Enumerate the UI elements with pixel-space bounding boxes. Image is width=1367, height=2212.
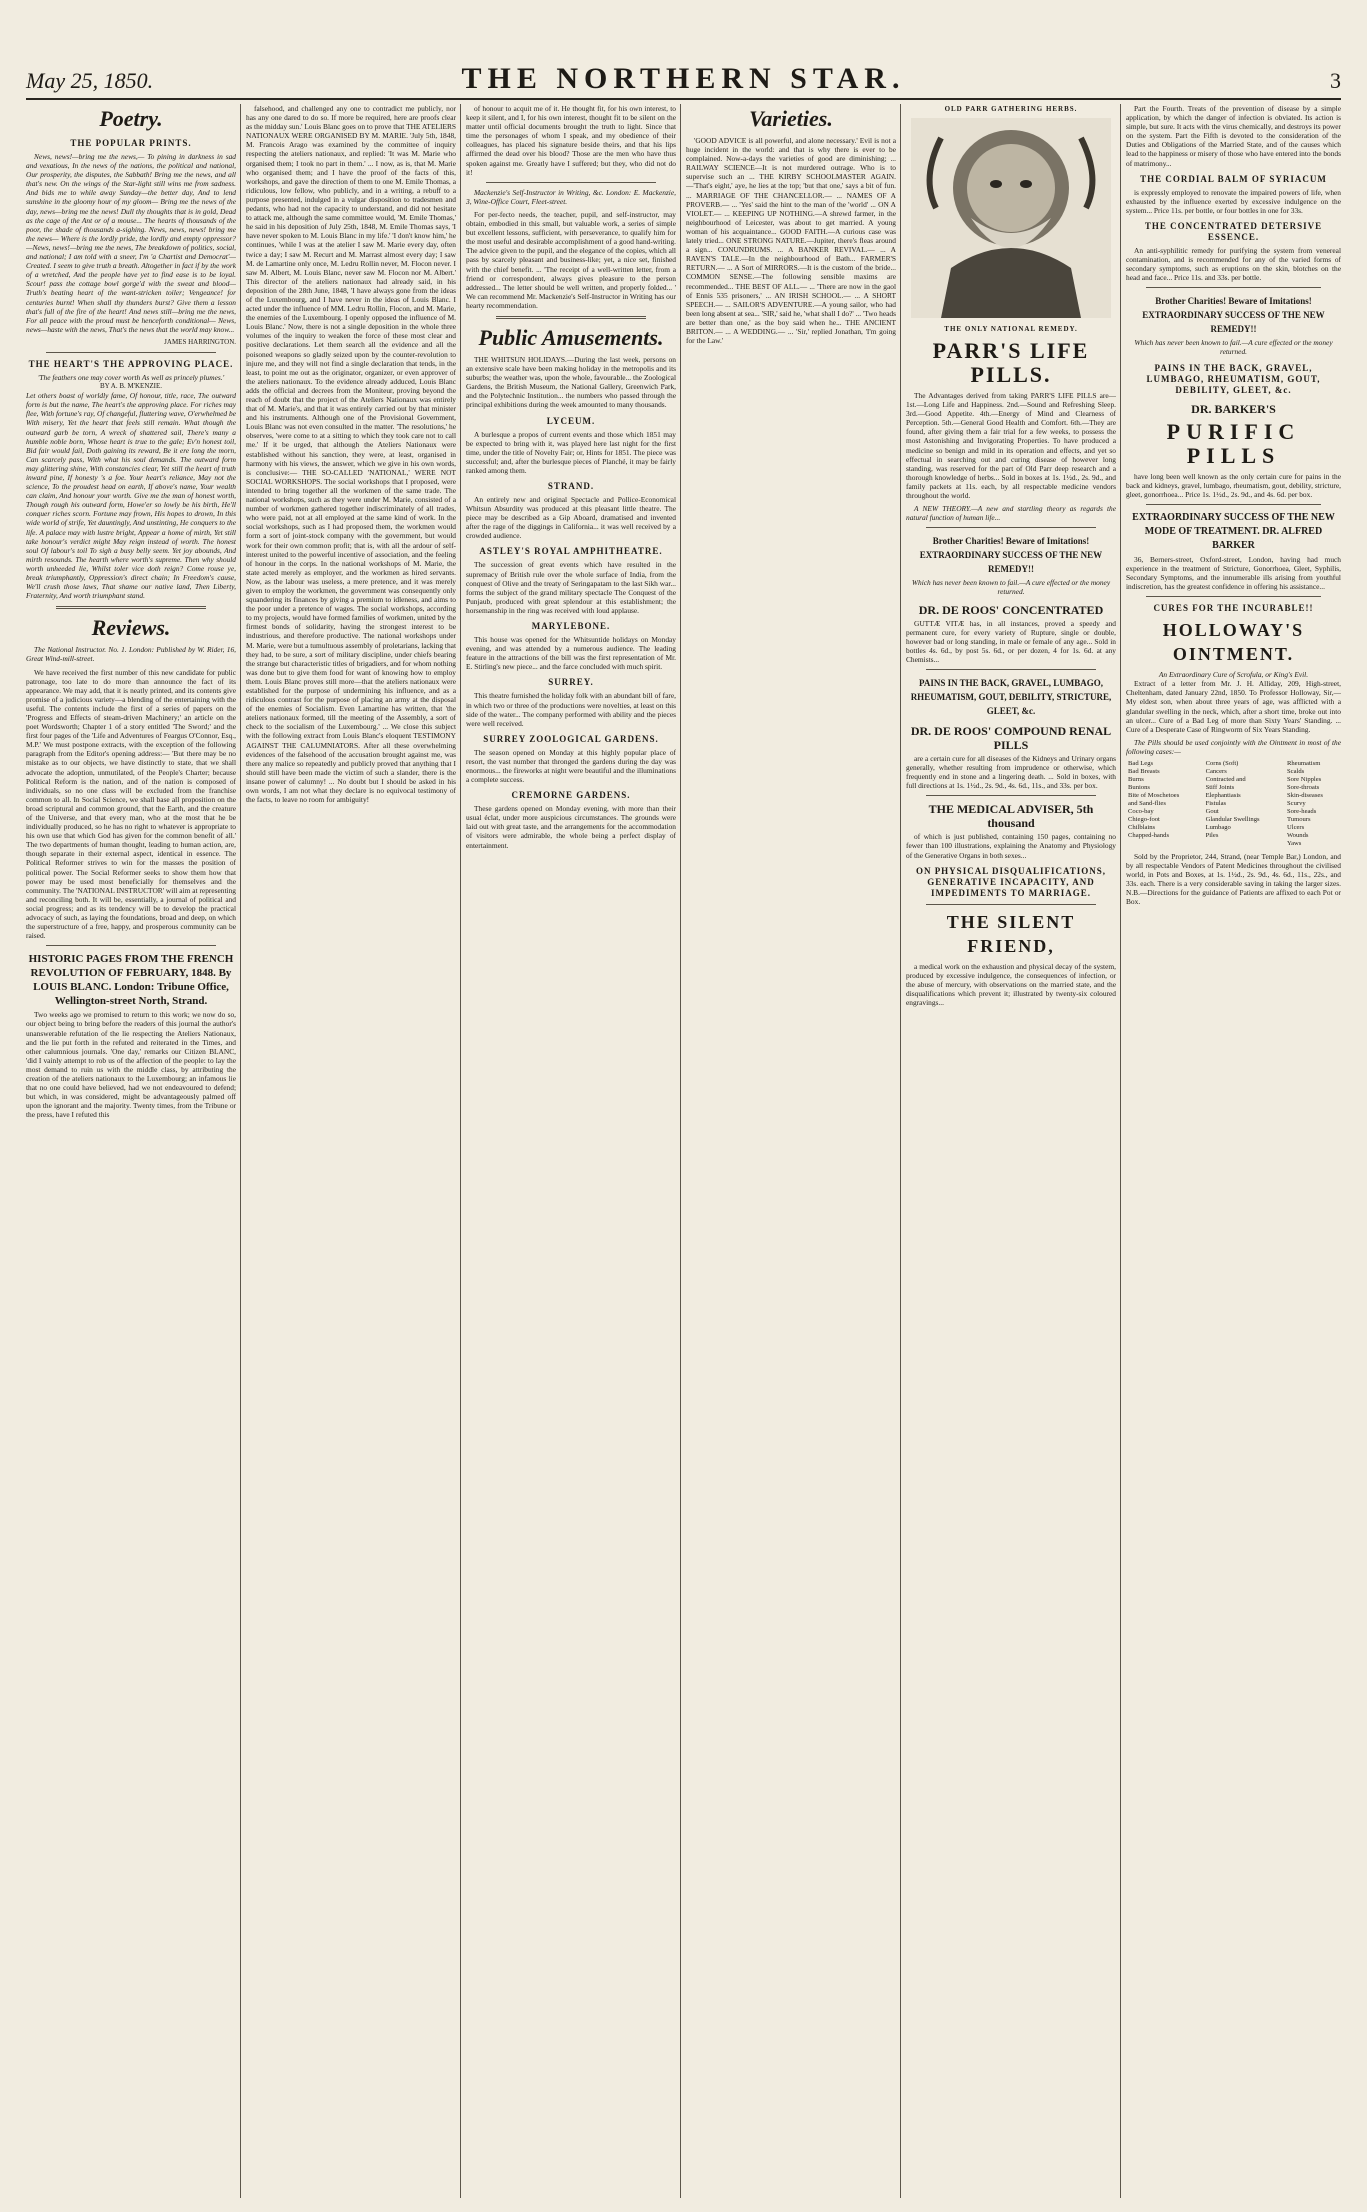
poem-epigraph: 'The feathers one may cover worth As well as princely plumes.'	[37, 372, 225, 382]
ad-body: a medical work on the exhaustion and physical decay of the system, produced by excessive indulgence, the consequences of infection, or the abuse of mercury, with observations on the married state, and the disqualifications which prevent it; illustrated by twenty-six coloured engravings...	[906, 961, 1116, 1007]
review-title: The National Instructor. No. 1. London: Published by W. Rider, 16, Great Wind-mill-street.	[26, 645, 236, 664]
masthead	[26, 52, 1341, 100]
column-rule	[1120, 104, 1121, 2198]
ad-body: Extract of a letter from Mr. J. H. Alliday, 209, High-street, Cheltenham, dated January 22nd, 1850. To Professor Holloway, Sir,—My eldest son, when about three years of age, was afflicted with a glandular swelling in the neck, which, after a short time, broke out into an ulcer... Cure of a Bad Leg of more than Sixty Years' Standing. ... Cure of a Desperate Case of Ringworm of Six Years Standing.	[1126, 679, 1341, 734]
table-cell: Sore Nipples	[1286, 776, 1322, 783]
issue-date: May 25, 1850.	[26, 68, 154, 93]
ad-subheading: Which has never been known to fail.—A cure effected or the money returned.	[911, 578, 1111, 597]
column-1	[26, 104, 236, 2198]
divider	[926, 527, 1096, 528]
table-cell: Contracted and	[1205, 776, 1246, 783]
table-cell: Bunions	[1128, 784, 1150, 791]
column-rule	[680, 104, 681, 2198]
column-rule	[460, 104, 461, 2198]
article-body: THE WHITSUN HOLIDAYS.—During the last week, persons on an extensive scale have been making holiday in the metropolis and its suburbs; the weather was, upon the whole, favourable... the Zoological Gardens, the British Museum, the National Gallery, Greenwich Park, and the Polytechnic Institution... the numbers who passed through the principal exhibitions during the week amounted to many thousands.	[466, 354, 676, 410]
table-cell: Tumours	[1286, 816, 1311, 823]
ad-heading: THE CORDIAL BALM OF SYRIACUM	[1140, 173, 1327, 184]
newspaper-title: THE NORTHERN STAR.	[461, 62, 906, 95]
divider	[46, 945, 216, 946]
divider	[46, 352, 216, 353]
table-cell: Ulcers	[1286, 824, 1305, 831]
table-cell: Sore-heads	[1286, 808, 1317, 815]
review-body: For per-fecto needs, the teacher, pupil, and self-instructor, may obtain, embodied in this small, but valuable work, a series of simple but excellent lessons, sufficient, with perseverance, to qualify him for the most useful and desirable accomplishment of a good hand-writing. The advice given to the pupil, and the elegance of the copies, which all pass by scarcely pleasant and business-like; yet, a nice set, finished with the chief benefit. ... 'The receipt of a well-written letter, from a friend or correspondent, always gives pleasure to the person addressed... The letter should be well written, and properly folded... ' We can recommend Mr. Mackenzie's Self-Instructor in Writing has our hearty recommendation.	[466, 209, 676, 310]
table-cell: and Sand-flies	[1128, 800, 1166, 807]
amusements-section-heading: Public Amusements.	[478, 324, 664, 350]
divider	[1146, 504, 1321, 505]
table-row	[1126, 840, 1341, 848]
table-cell: Scurvy	[1286, 800, 1306, 807]
article-body: This house was opened for the Whitsuntide holidays on Monday evening, and was attended by a numerous audience. The leading feature in the attractions of the bill was the first representation of Mr. E. Stirling's new piece... and the farce concluded with much spirit.	[466, 635, 676, 672]
ad-body: Sold by the Proprietor, 244, Strand, (near Temple Bar,) London, and by all respectable Vendors of Patent Medicines throughout the civilised world, in Pots and Boxes, at 1s. 1½d., 2s. 9d., 4s. 6d., 11s., 22s., and 33s. each. There is a very considerable saving in taking the larger sizes. N.B.—Directions for the guidance of Patients are affixed to each Pot or Box.	[1126, 852, 1341, 907]
subheading: SURREY ZOOLOGICAL GARDENS.	[483, 733, 659, 744]
review-body: We have received the first number of this new candidate for public patronage, too late to do more than announce the fact of its appearance. We may add, that it is neatly printed, and its contents give promise of a judicious variety—a blending of the entertaining with the useful. The contents include the first of a series of papers on the 'Progress and Effects of steam-driven Machinery;' an article on the poet Wordsworth; Chapter 1 of a story entitled 'The Sword;' and the first four pages of the 'Life and Adventures of Feargus O'Connor, Esq., M.P.' We must postpone extracts, with the exception of the following paragraph from the Editor's opening address:— 'But there may be no mistake as to our objects, we have distinctly to state, that we shall advocate the adoption, unmutilated, of the People's Charter; because Political Reform is the nation, and of the nation is composed of individuals, so no one class will be excluded from the franchise common to all. In Social Science, we shall base all proposition on the broad scriptural and common ground, that the Earth, and the creature of the Universe, and that every man, who at the most that he be individually produced, so he has no right to whatever is appropriate to his own use that which God has given for the common benefit of all.' The two departments of human thought, leading to human action, are, though separate in their external aspect, identical in essence. The Political Reformer strives to win for the masses the position of political power. The Social Reformer seeks to show them how that power may be used most beneficially for themselves and the community. The 'NATIONAL INSTRUCTOR' will aim at representing and reconciling both. It will be, essentially, a journal of political and social progress; and as its tendency will be to develop the practical advocacy of such, as laying the foundations, broad and deep, on which the superstructure of a free, happy, and prosperous community can be raised.	[26, 667, 236, 941]
table-cell: Bite of Moschetoes	[1128, 792, 1180, 799]
divider	[496, 316, 646, 319]
table-cell: Coco-bay	[1128, 808, 1154, 815]
table-row	[1126, 792, 1341, 800]
poem-title: THE POPULAR PRINTS.	[70, 138, 192, 148]
column-6	[1126, 104, 1341, 2198]
table-cell: Chapped-hands	[1128, 832, 1170, 839]
table-cell: Wounds	[1286, 832, 1309, 839]
divider	[926, 795, 1096, 796]
table-cell: Scalds	[1286, 768, 1305, 775]
table-cell: Chiego-foot	[1128, 816, 1160, 823]
table-cell: Lumbago	[1205, 824, 1231, 831]
ad-heading: THE MEDICAL ADVISER, 5th thousand	[928, 802, 1094, 831]
article-body: These gardens opened on Monday evening, with more than their usual éclat, under more auspicious circumstances. The grounds were laid out with great taste, and the arrangements for the accommodation of visitors were admirable, the whole being a perfect display of entertainment.	[466, 804, 676, 850]
table-row	[1126, 816, 1341, 824]
ad-heading: DR. DE ROOS' COMPOUND RENAL PILLS	[910, 723, 1112, 752]
ad-body: are a certain cure for all diseases of the Kidneys and Urinary organs generally, whether resulting from imprudence or otherwise, which frequently end in stone and a lingering death. ... Sold in boxes, with full directions at 1s. 1½d., 2s. 9d., 4s. 6d., 11s., and 33s. per box.	[906, 753, 1116, 791]
divider	[926, 904, 1096, 905]
ad-body: of which is just published, containing 150 pages, containing no fewer than 100 illustrations, explaining the Anatomy and Physiology of the Generative Organs in both sexes...	[906, 832, 1116, 860]
review-title: Mackenzie's Self-Instructor in Writing, &c. London: E. Mackenzie, 3, Wine-Office Court, Fleet-street.	[466, 187, 676, 206]
review-title: HISTORIC PAGES FROM THE FRENCH REVOLUTION OF FEBRUARY, 1848. By LOUIS BLANC. London: Tribune Office, Wellington-street North, Strand.	[28, 953, 234, 1008]
ad-heading: ON PHYSICAL DISQUALIFICATIONS, GENERATIVE INCAPACITY, AND IMPEDIMENTS TO MARRIAGE.	[915, 865, 1107, 898]
ad-subheading: An Extraordinary Cure of Scrofula, or King's Evil.	[1158, 670, 1309, 680]
remedies-table	[1126, 760, 1341, 848]
subheading: STRAND.	[547, 481, 595, 491]
divider	[926, 669, 1096, 670]
silent-friend-heading: THE SILENT FRIEND,	[946, 911, 1076, 956]
poem-body: News, news!—bring me the news,— To pining in darkness in sad and vexatious, In the news of the nations, the political and national, Our prosperity, the disputes, the Sabbath! Bring me the news, and all that's new. On the wings of the Star-light still wins me from sadness. And bids me to while away Sunday—the better day, And to lend sunshine in the gloomy hour of my gloom— Bring me the news of the day, news—bring me the news! Dull thy thoughts that is in gold, Dead as the cage of the Ant or of a mouse... The hearts of thousands of the poor, the shade of thousands a-sighing. News, news, news! bring me the news— Where is the lordly pride, the lordly and empty oppressor?—News, news!—bring me the news, The breakdown of politics, social, and national; I am told with a sneer, I'm 'a Chartist and Democrat'— Created. I seem to give truth a breath. Altogether in fact if by the work of a wretched, And the people have yet to find ease is to be loyal. Scour! pass the cottage bowl gorge'd with the sweat and blood—Truth's beating heart of the want-stricken toiler; Vengeance! for centuries burnt! When shall thy thunders burst? Give them a lesson that's full of the fire of the heart! And news still—bring me the news, For all peace with the proud must be henceforth conditional— News, news—haste with the news, That's the news that the world may know...	[26, 152, 236, 334]
poetry-section-heading: Poetry.	[99, 106, 163, 131]
article-body: The season opened on Monday at this highly popular place of resort, the vast number that thronged the gardens during the day was enormous... the fireworks at night were beautiful and the illuminations a complete success.	[466, 747, 676, 785]
ad-body: A NEW THEORY.—A new and startling theory as regards the natural function of human life...	[906, 504, 1116, 523]
table-cell: Skin-diseases	[1286, 792, 1323, 799]
table-cell	[1204, 840, 1285, 848]
old-parr-portrait-engraving	[911, 118, 1111, 318]
divider	[1146, 596, 1321, 597]
ad-subheading: Which has never been known to fail.—A cure effected or the money returned.	[1134, 338, 1333, 357]
review-body: Two weeks ago we promised to return to this work; we now do so, our object being to bring before the readers of this journal the author's unanswerable refutation of the lie respecting the Ateliers Nationaux, and the lie put forth in the refuted and reiterated in the Times, and other calumnious journals. 'One day,' remarks our Citizen BLANC, 'did I vainly attempt to rob us of the affection of the people: to lay the most demand to ruin us with the middle class, by attributing the creation of the ateliers nationaux to the Luxembourg; an infamous lie that no one could have believed, had we not endeavoured to defend; but which, in was considered, might be advantageously palmed off upon the ignorant and the majority. Twenty times, from the Tribune or the press, have I refuted this	[26, 1010, 236, 1120]
column-2	[246, 104, 456, 2198]
table-cell: Piles	[1205, 832, 1219, 839]
article-body: An entirely new and original Spectacle and Pollice-Economical Whitsun Absurdity was produced at this pleasant little theatre. The piece may be described as a Gip Aboard, dramatised and invented after the rage of the diggings in California... it was well received by a crowded audience.	[466, 495, 676, 541]
article-body: This theatre furnished the holiday folk with an abundant bill of fare, in which two or three of the productions were novelties, at least on this side of the water... The company performed with ability and the pieces were well received.	[466, 691, 676, 728]
table-cell: Bad Legs	[1128, 760, 1154, 767]
parr-pills-heading: PARR'S LIFE PILLS.	[932, 338, 1090, 387]
column-rule	[900, 104, 901, 2198]
subheading: SURREY.	[548, 677, 594, 688]
table-cell	[1126, 840, 1204, 848]
table-row	[1126, 808, 1341, 816]
poem-body: Let others boast of worldly fame, Of honour, title, race, The outward form is but the name, The heart's the approving place. For riches may flee, With fortune's ray, Of changeful, fluttering wave, O'erwhelmed be With misery, Yet the heart that feels still remain. What though the outward garb be torn, A wreck of shattered sail, There's many a humble noble born, Whose heart is true to the gale; Ev'n honest toil, Bid fair would fail, Doth gaining its reward, Be it ere long the morn, Can scarcely pass, With what his soul demands. The outward form may glittering shine, With constancies clear, Yet still the heart of truth inward pine, If honesty 's a foe. Your heart's reliance, May not the science, To the proudest head on earth, If above's name, Your wealth can claim, And honour your worth. Give me the man of honest worth, Though rough his outward form, Howe'er so lowly be his birth, He'll conquer riches scorn. Fortune may frown, His hopes to drown, In this wide world of strife, Yet dauntingly, And unstinting, He conquers to the life. A palace may with lustre bright, Appear a home of mirth, Yet still take honour's verdict might May reign instead of worth. The honest soul Of labour's toil To sigh a busy belly seem. Yet joy abounds, And mirth resounds. The hearth where worth's supreme. Then why should worth unheeded lie, Whilst toler vice doth reign? Come rouse ye, break triumphantly, Oppression's direct chain; In Freedom's cause, We'll crush those laws, That shame our native land, Then Liberty, Fraternity, And worth triumphant stand.	[26, 391, 236, 601]
page-number: 3	[1330, 68, 1341, 93]
table-cell: Sore-throats	[1286, 784, 1320, 791]
subheading: CREMORNE GARDENS.	[511, 790, 631, 801]
engraving-caption: OLD PARR GATHERING HERBS.	[944, 105, 1078, 113]
article-body: 'GOOD ADVICE is all powerful, and alone necessary.' Evil is not a huge incident in the world: and that is why there is ever to be complained. Now-a-days the varieties of good are diminishing; ... RAILWAY SCIENCE—It is not murdered outrage. Who is to supervise such an ... THE KIRBY SCHOOLMASTER AGAIN.—'That's eight,' aye, he lies at the top; 'but that one,' says a bit of fun. ... MARRIAGE OF THE CHANCELLOR.— ... NAMES OF A PROVERB.— ... 'Yes' said the hint to the man of the 'world' ... ON A VIOLET.— ... KEEPING UP NOTHING.—A shrewd farmer, in the neighbourhood of Leicester, was about to get married. A young woman of his acquaintance... GOOD FAITH.—A curious case was lately tried... ONE STRONG NATURE.—Jupiter, there's fleas around a sign... CONUNDRUMS. ... A BANKER REVIVAL.— ... A RAVEN'S TALE.—In the neighbourhood of Bath... FARMER'S RETURN.— ... A Sort of MIRRORS.—It is the custom of the bride... COMMON SENSE.—The following sensible maxims are recommended... THE BEST OF ALL.— ... 'There are now in the gaol of Ennis 535 prisoners,' ... AN IRISH SCHOOL.— ... A SHORT SPEECH.— ... SAILOR'S ADVENTURE.—A young sailor, who had been long absent at sea... 'SIR,' said he, 'what shall I do?' ... 'Two heads are better than one,' as the boy said when he... THE ANCIENT BRITON.— ... A WEDDING.— ... 'Sir,' replied Jonathan, 'I'm going for the Law.'	[686, 136, 896, 346]
table-cell: Corns (Soft)	[1205, 760, 1239, 767]
ad-heading: CURES FOR THE INCURABLE!!	[1153, 603, 1314, 614]
holloway-heading: HOLLOWAY'S OINTMENT.	[1162, 620, 1305, 665]
ad-body: An anti-syphilitic remedy for purifying the system from venereal contamination, and is recommended for any of the varied forms of secondary symptoms, such as eruptions on the skin, blotches on the head and face... Price 11s. and 33s. per bottle.	[1126, 245, 1341, 283]
column-3	[466, 104, 676, 2198]
table-cell: Stiff Joints	[1205, 784, 1235, 791]
column-5	[906, 104, 1116, 2198]
table-cell: Gout	[1205, 808, 1219, 815]
table-row	[1126, 800, 1341, 808]
varieties-section-heading: Varieties.	[749, 106, 833, 131]
table-cell: Fistulas	[1205, 800, 1227, 807]
table-row	[1126, 760, 1341, 768]
article-body: of honour to acquit me of it. He thought fit, for his own interest, to keep it silent, and I, for his own interest, thought fit to be silent on the matter until official documents brought the truth to light. Since that time the personages of whom I speak, and my obedience of their colleagues, has placed his signature beside theirs, and that his lips affirmed the dead over his blood? Those are the men who have thus spoken against me. Greatly have I suffered; but they, who did not do it!	[466, 104, 676, 177]
column-4	[686, 104, 896, 2198]
ad-heading: PAINS IN THE BACK, GRAVEL, LUMBAGO, RHEUMATISM, GOUT, DEBILITY, GLEET, &c.	[1146, 362, 1321, 395]
table-row	[1126, 768, 1341, 776]
poem-author: BY A. B. M'KENZIE.	[99, 382, 163, 391]
table-row	[1126, 832, 1341, 840]
ad-body: 36, Berners-street, Oxford-street, London, having had much experience in the treatment of Stricture, Gonorrhoea, Gleet, Syphilis, Secondary Symptoms, and the innumerable ills arising from youthful indiscretion, has the greatest confidence in offering his assistance...	[1126, 554, 1341, 592]
table-row	[1126, 824, 1341, 832]
subheading: ASTLEY'S ROYAL AMPHITHEATRE.	[479, 546, 663, 557]
table-cell: Yaws	[1286, 840, 1302, 847]
purific-pills-heading: PURIFIC PILLS	[1166, 418, 1301, 468]
article-body: The succession of great events which have resulted in the supremacy of British rule over the whole surface of India, from the conquest of Olive and the treaty of Seringapatam to the last Sikh war... forms the subject of the grand military spectacle The Conquest of the Punjaub, produced with great splendour at this establishment; the horsemanship in the ring was received with loud applause.	[466, 560, 676, 615]
ad-heading: THE CONCENTRATED DETERSIVE ESSENCE.	[1144, 220, 1323, 242]
ad-heading: EXTRAORDINARY SUCCESS OF THE NEW MODE OF TREATMENT. DR. ALFRED BARKER	[1132, 511, 1335, 551]
reviews-section-heading: Reviews.	[91, 615, 171, 641]
column-rule	[240, 104, 241, 2198]
subheading: MARYLEBONE.	[531, 621, 611, 632]
table-cell: Cancers	[1205, 768, 1227, 775]
article-body: falsehood, and challenged any one to contradict me publicly, nor has any one dared to do so. If more be required, here are proofs clear as the midday sun.' Louis Blanc goes on to prove that THE ATELIERS NATIONAUX WERE ORGANISED BY M. MARIE. 'July 5th, 1848, M. Francois Arago was examined by the committee of inquiry respecting the ateliers nationaux, and replied: 'It was M. Marie who organised them; I took no part in them.' ... I now, as is, that M. Marie who organised them; and I have the proof of the facts of this, workshops, and gave the direction of them to one M. Emile Thomas, a ridiculous, low fellow, who publicly, and in a writing, a rebuff to a purpose presented, indulged in a vulgar disposition to tradesmen and pedants, who had not the capacity to understand, and did not hesitate to attack me, although the same committee would, 'M. Emile Thomas,' he said in his deposition of July 25th, 1848, M. Emile Thomas says, 'I have never spoken to M. Louis Blanc in my life.' 'I don't know him,' he continues, 'while I was at the atelier I saw M. Marie every day, often twice a day; I saw M. Recurt and M. Marrast almost every day; I saw M. de Lamartine only once, M. Ledru Rollin never, M. Flocon never. I saw M. Albert, M. Louis Blanc, never saw M. Flocon nor M. Albert.' This director of the ateliers nationaux had already said, in his deposition of the 28th June, 1848, 'I have always gone from the ideas of the Luxembourg, and I have never in the ideas of Louis Blanc. I acted under the influence of MM. Ledru Rollin, Flocon, and M. Marie, the enemies of the Luxembourg. I openly opposed the influence of M. Louis Blanc.' Now, there is not a single deposition in the whole three volumes of the inquiry to weaken the force of these most clear and positive declarations. Let them search all the evidence and all the poisoned weapons so gladly seized upon by the counter-revolution to injure me, and they will not find a single declaration that tends, in the least, to point me out as the originator, organizer, or even approver of the ateliers nationaux. To the evidence already adduced, Louis Blanc adds the official and decrees from the Moniteur, proving beyond the reach of doubt that the project of the Ateliers Nationaux was entirely that of M. Marie's, and that it was entirely carried out by that minister and his instruments. Although one of the Provisional Government, Louis Blanc was not even consulted in the matter. 'The resolutions,' he observes, 'were come to at a sitting to which they took care not to call me.' If it be urged, that although the Ateliers Nationaux were established without his sanction, they were, at least, organised in harmony with his views, the answer, which we give in his own words, is conclusive:— THE SO-CALLED 'NATIONAL,' WERE NOT SOCIAL WORKSHOPS. The social workshops that I proposed, were intended to bring together all the workmen of the same trade. The national workshops, such as they were under M. Marie, consisted of a number of workmen gathered together indiscriminately of all trades, who were paid, not at all employed at the same kind of work. In the social workshops, such as I had proposed them, the workmen would form a sort of joint-stock company with the government, but would work for their own common profit; that is, with all the ardour of self-interest united to the powerful incentive of association, and the feeling of honour in the corps. In the national workshops of M. Marie, the state acted merely as employer, and the workmen as hired servants. Now, as the labour was useless, a mere pretence, and it was merely given to employ the workmen, the government was consequently only squandering its finances by giving a premium to idleness, and aims to the poor under a pretence of wages. The social workshops, according to my projects, would have formed families of workmen, united by the firmest bonds of solidarity, having the strongest interest to be industrious, and therefore productive. The national workshops under M. Marie, were but a tumultuous assembly of proletarians, lacking that they had, to be sure, a sort of military discipline, under chiefs bearing the strange but characteristic titles of brigadiers, and for whom nothing was done but to give them food for want of knowing how to employ them. Louis Blanc proves still more—that the ateliers nationaux were established for the purpose of undermining his influence, and as a ridiculous contrast for the purpose of placing an army at the disposal of the enemies of Socialism. Even Lamartine has written, that 'the ateliers nationaux formed, till the meeting of the Assembly, a sort of check to the socialism of the Luxembourg.' ... We close this subject with the following extract from Louis Blanc's eloquent TESTIMONY AGAINST THE CALUMNIATORS. After all these overwhelming evidences of the falsehood of the accusation brought against me, was there any malice so repeatedly and publicly proved that anything that I should still have been made the victim of such a slander, there is the insane power of calumny! ... No doubt but I should be asked in his own words, I am not what they declare is no equivocal testimony of the facts, to leave no room for ambiguity!	[246, 104, 456, 805]
ad-body: The Pills should be used conjointly with the Ointment in most of the following cases:—	[1126, 737, 1341, 756]
divider	[56, 606, 206, 609]
article-body: A burlesque a propos of current events and those which 1851 may be expected to bring with it, was played here last night for the first time, under the title of Novelty Fair; or, Hints for 1851. The piece was successful; and, after the burlesque pieces of Planché, it may be fairly ranked among them.	[466, 429, 676, 475]
ad-heading: Brother Charities! Beware of Imitations! EXTRAORDINARY SUCCESS OF THE NEW REMEDY!!	[919, 536, 1103, 575]
ad-heading: Brother Charities! Beware of Imitations! EXTRAORDINARY SUCCESS OF THE NEW REMEDY!!	[1142, 296, 1325, 335]
table-cell: Bad Breasts	[1128, 768, 1160, 775]
poem-signature: JAMES HARRINGTON.	[164, 337, 236, 346]
table-cell: Elephantiasis	[1205, 792, 1241, 799]
ad-body: GUTTÆ VITÆ has, in all instances, proved a speedy and permanent cure, for every variety of Rupture, single or double, however bad or long standing, in male or female of any age... Sold in bottles 4s. 6d., by post 5s. 6d., or per dozen, 4 for 1s. 6d. at any Chemists...	[906, 618, 1116, 664]
table-cell: Chilblains	[1128, 824, 1156, 831]
divider	[1146, 287, 1321, 288]
ad-body: have long been well known as the only certain cure for pains in the back and kidneys, gravel, lumbago, rheumatism, gout, debility, stricture, gleet, gonorrhoea... Price 1s. 1½d., 2s. 9d., and 4s. 6d. per box.	[1126, 471, 1341, 499]
table-cell: Glandular Swellings	[1205, 816, 1260, 823]
ad-heading: PAINS IN THE BACK, GRAVEL, LUMBAGO, RHEUMATISM, GOUT, DEBILITY, STRICTURE, GLEET, &c.	[910, 677, 1112, 716]
ad-body: The Advantages derived from taking PARR'S LIFE PILLS are— 1st.—Long Life and Happiness. 2nd.—Sound and Refreshing Sleep. 3rd.—Good Appetite. 4th.—Energy of Mind and Clearness of Perception. 5th.—General Good Health and Comfort. 6th.—They are found, after giving them a fair trial for a few weeks, to possess the most Astonishing and Invigorating Properties. To have produced a medicine so benign and mild in its operation and effects, and yet so effectual in searching out and curing disease of however long standing, was reserved for the part of Old Parr deep research and a thorough knowledge of herbs... Sold in boxes at 1s. 1½d., 2s. 9d., and family packets at 11s. each, by all respectable medicine vendors throughout the world.	[906, 391, 1116, 501]
ad-body: is expressly employed to renovate the impaired powers of life, when exhausted by the influence exerted by excessive indulgence on the system... Price 11s. per bottle, or four bottles in one for 33s.	[1126, 187, 1341, 215]
table-row	[1126, 776, 1341, 784]
table-cell: Burns	[1128, 776, 1144, 783]
ad-body: Part the Fourth. Treats of the prevention of disease by a simple application, by which the danger of infection is obviated. Its action is simple, but sure. It acts with the virus chemically, and destroys its power on the system. Part the Fifth is devoted to the consideration of the Duties and Obligations of the Married State, and of the causes which lead to the happiness or misery of those who have entered into the bonds of matrimony...	[1126, 104, 1341, 168]
subheading: LYCEUM.	[546, 415, 596, 426]
table-cell: Rheumatism	[1286, 760, 1321, 767]
poem-title: THE HEART'S THE APPROVING PLACE.	[28, 358, 234, 369]
divider	[486, 182, 656, 183]
table-row	[1126, 784, 1341, 792]
ad-heading: DR. DE ROOS' CONCENTRATED	[918, 602, 1104, 617]
portrait-caption: THE ONLY NATIONAL REMEDY.	[944, 325, 1078, 333]
ad-heading: DR. BARKER'S	[1191, 401, 1276, 416]
